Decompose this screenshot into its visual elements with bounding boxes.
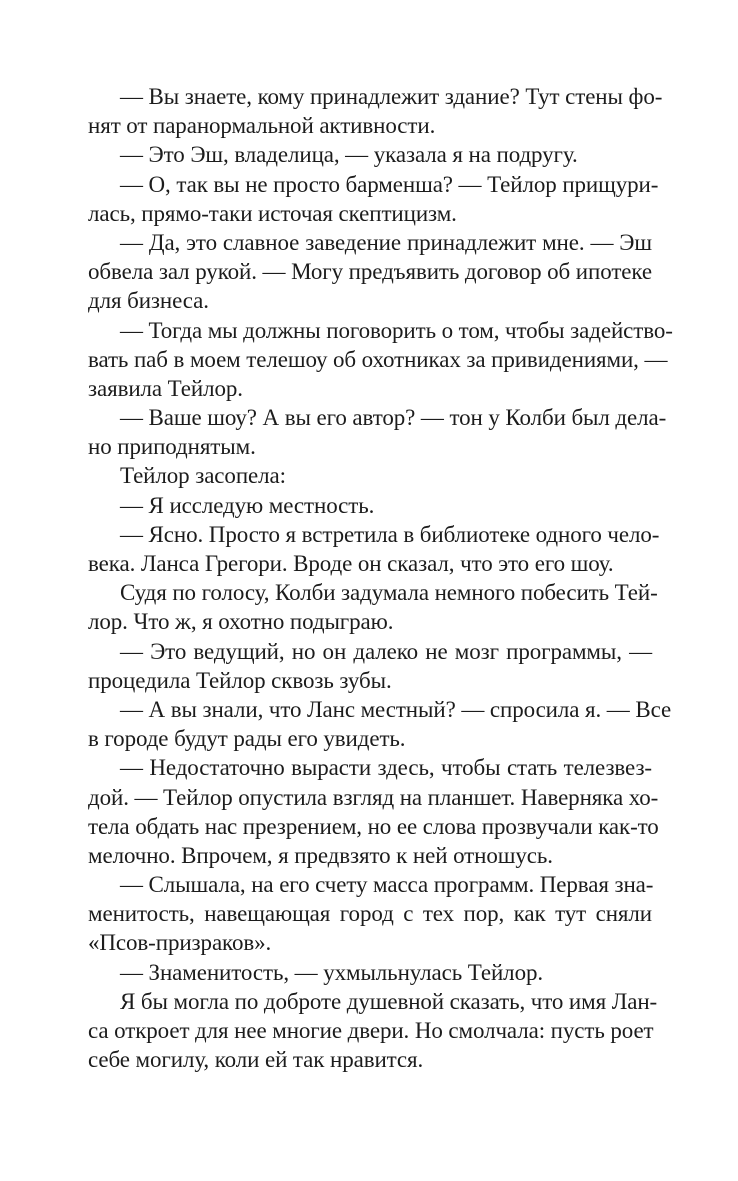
text-line: — Я исследую местность. [120,492,375,518]
text-line: — Ясно. Просто я встретила в библиотеке одного чело- [120,521,660,547]
text-line: — Вы знаете, кому принадлежит здание? Тут стены фо- [120,84,663,109]
text-line: са откроет для нее многие двери. Но смолчала: пусть роет [88,1018,654,1043]
text-line: Судя по голосу, Колби задумала немного побесить Тей- [120,580,658,606]
book-page-text [88,82,673,1082]
text-line: дой. — Тейлор опустила взгляд на планшет. Наверняка хо- [88,784,659,810]
text-line: — Тогда мы должны поговорить о том, чтобы задейство- [120,317,673,343]
text-line: для бизнеса. [88,288,209,314]
text-line: лор. Что ж, я охотно подыграю. [88,609,394,635]
text-line: мелочно. Впрочем, я предвзято к ней отношусь. [88,842,553,868]
text-line: века. Ланса Грегори. Вроде он сказал, что это его шоу. [88,551,614,576]
text-line: но приподнятым. [88,434,256,460]
text-line: — Ваше шоу? А вы его автор? — тон у Колби был дела- [120,405,667,431]
text-line: — А вы знали, что Ланс местный? — спросила я. — Все [120,696,672,722]
text-line: — Слышала, на его счету масса программ. Первая зна- [120,872,654,898]
text-line: обвела зал рукой. — Могу предъявить договор об ипотеке [88,259,652,285]
text-line: — О, так вы не просто барменша? — Тейлор прищури- [120,171,659,197]
text-line: лась, прямо-таки источая скептицизм. [88,200,457,226]
text-line: в городе будут рады его увидеть. [88,726,406,752]
text-line: процедила Тейлор сквозь зубы. [88,667,392,693]
text-line: — Недостаточно вырасти здесь, чтобы стать телезвез- [120,755,652,781]
text-line: — Знаменитость, — ухмыльнулась Тейлор. [120,959,544,985]
text-line: нят от паранормальной активности. [88,113,436,139]
text-line: себе могилу, коли ей так нравится. [88,1047,424,1073]
text-line: «Псов-призраков». [88,930,272,956]
text-line: заявила Тейлор. [88,375,243,401]
text-line: — Это Эш, владелица, — указала я на подругу. [120,142,578,168]
text-line: тела обдать нас презрением, но ее слова прозвучали как-то [88,813,659,839]
text-line: Я бы могла по доброте душевной сказать, что имя Лан- [120,988,658,1014]
text-line: менитость, навещающая город с тех пор, как тут сняли [88,901,652,927]
text-line: Тейлор засопела: [120,463,286,489]
text-line: вать паб в моем телешоу об охотниках за привидениями, — [88,346,668,372]
text-line: — Это ведущий, но он далеко не мозг программы, — [120,638,652,664]
text-line: — Да, это славное заведение принадлежит мне. — Эш [120,229,652,255]
